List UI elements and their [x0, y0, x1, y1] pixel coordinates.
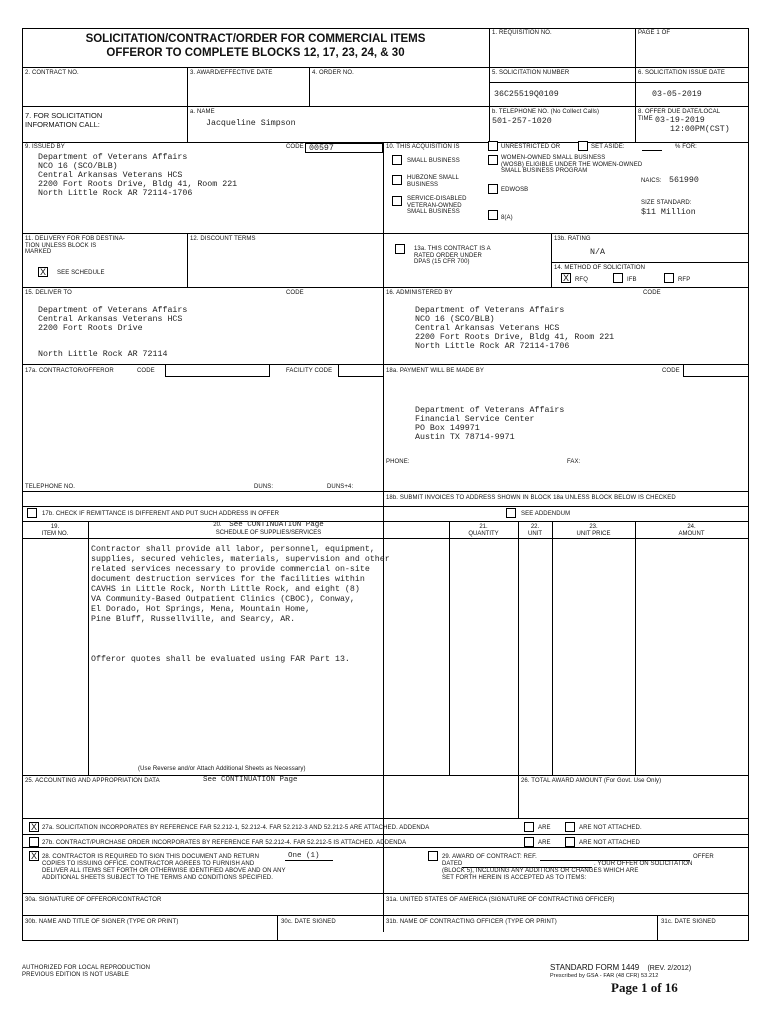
wosb-label-1: WOMEN-OWNED SMALL BUSINESS — [501, 155, 606, 161]
col-unit-price-label: UNIT PRICE — [576, 530, 611, 537]
sdvosb-label — [407, 196, 467, 216]
col-amount — [635, 524, 748, 537]
clause-28-checkbox[interactable] — [29, 851, 39, 861]
ifb-checkbox[interactable] — [613, 273, 623, 283]
col-amount-num: 24. — [687, 524, 696, 530]
facility-code-label: FACILITY CODE — [286, 368, 333, 374]
form-title-line1: SOLICITATION/CONTRACT/ORDER FOR COMMERCIAL ITEMS — [85, 33, 426, 45]
clause-27a-check-mark: X — [30, 822, 37, 832]
clause-27a-are-not-checkbox[interactable] — [565, 822, 575, 832]
clause-28-line-2: COPIES TO ISSUING OFFICE. CONTRACTOR AGREES TO FURNISH AND — [42, 861, 255, 867]
rated-order-label-3: DPAS (15 CFR 700) — [414, 259, 470, 266]
footer-prescribed: Prescribed by GSA - FAR (48 CFR) 53.212 — [550, 973, 659, 979]
footer-form-name: STANDARD FORM 1449 — [550, 963, 640, 972]
clause-27b-are-checkbox[interactable] — [524, 837, 534, 847]
award-date-label: 3. AWARD/EFFECTIVE DATE — [190, 70, 273, 76]
rated-order-checkbox[interactable] — [395, 244, 405, 254]
percent-for-label: % FOR: — [675, 144, 697, 150]
offer-due-time[interactable]: 12:00PM(CST) — [670, 125, 730, 134]
payment-label: 18a. PAYMENT WILL BE MADE BY — [386, 368, 484, 374]
col-schedule-num: 20. — [213, 522, 222, 528]
hubzone-label-1: HUBZONE SMALL — [407, 175, 459, 181]
administered-by-label: 16. ADMINISTERED BY — [386, 290, 453, 296]
issued-by-label: 9. ISSUED BY — [25, 144, 65, 150]
rfp-checkbox[interactable] — [664, 273, 674, 283]
naics-label: NAICS: — [641, 178, 662, 184]
submit-invoices-label: 18b. SUBMIT INVOICES TO ADDRESS SHOWN IN BLOCK 18a UNLESS BLOCK BELOW IS CHECKED — [386, 495, 676, 501]
payment-line-2: Financial Service Center — [415, 415, 535, 424]
clause-27a-are-label: ARE — [538, 825, 551, 831]
clause-28-check-mark: X — [30, 851, 37, 861]
col-unit-price — [552, 524, 635, 537]
col-schedule-continuation: See CONTINUATION Page — [229, 521, 324, 529]
contact-name-label: a. NAME — [190, 109, 215, 115]
see-schedule-check-mark: X — [39, 267, 46, 277]
clause-27a-checkbox[interactable] — [29, 822, 39, 832]
col-quantity-num: 21. — [479, 524, 488, 530]
col-quantity-label: QUANTITY — [468, 530, 499, 537]
issued-by-line-2: NCO 16 (SCO/BLB) — [38, 162, 118, 171]
issued-by-line-5: North Little Rock AR 72114-1706 — [38, 189, 193, 198]
clause-27b-are-not-label: ARE NOT ATTACHED — [579, 840, 640, 846]
offer-due-label-1: 8. OFFER DUE DATE/LOCAL — [638, 109, 721, 115]
co-signature-label: 31a. UNITED STATES OF AMERICA (SIGNATURE OF CONTRACTING OFFICER) — [386, 897, 615, 903]
footer-standard-form — [550, 963, 691, 972]
contract-no-label: 2. CONTRACT NO. — [25, 70, 79, 76]
schedule-evaluation-note: Offeror quotes shall be evaluated using FAR Part 13. — [91, 655, 350, 664]
accounting-label: 25. ACCOUNTING AND APPROPRIATION DATA — [25, 778, 160, 784]
edwosb-label: EDWOSB — [501, 187, 529, 193]
wosb-label-3: SMALL BUSINESS PROGRAM — [501, 168, 588, 175]
sdvosb-label-2: VETERAN-OWNED — [407, 202, 462, 209]
total-award-label: 26. TOTAL AWARD AMOUNT (For Govt. Use Only) — [521, 778, 662, 784]
administered-by-line-2: NCO 16 (SCO/BLB) — [415, 315, 495, 324]
col-amount-label: AMOUNT — [678, 530, 705, 537]
see-addendum-checkbox[interactable] — [506, 508, 516, 518]
footer-previous-edition: PREVIOUS EDITION IS NOT USABLE — [22, 972, 129, 978]
clause-28-line-1: 28. CONTRACTOR IS REQUIRED TO SIGN THIS DOCUMENT AND RETURN — [42, 854, 260, 860]
method-label: 14. METHOD OF SOLICITATION — [554, 265, 646, 271]
col-quantity — [449, 524, 518, 537]
deliver-to-line-3: 2200 Fort Roots Drive — [38, 324, 143, 333]
rated-order-label — [414, 246, 491, 266]
set-aside-checkbox[interactable] — [578, 141, 588, 151]
accounting-value: See CONTINUATION Page — [203, 776, 298, 784]
delivery-fob-label-1: 11. DELIVERY FOR FOB DESTINA- — [25, 236, 125, 242]
remittance-checkbox[interactable] — [27, 508, 37, 518]
payment-line-3: PO Box 149971 — [415, 424, 480, 433]
delivery-fob-label — [25, 236, 125, 256]
wosb-label-2: (WOSB) ELIGIBLE UNDER THE WOMEN-OWNED — [501, 161, 643, 168]
edwosb-checkbox[interactable] — [488, 184, 498, 194]
small-business-label: SMALL BUSINESS — [407, 158, 460, 164]
deliver-to-code-label: CODE — [286, 290, 304, 296]
clause-28-copies[interactable]: One (1) — [288, 852, 320, 860]
clause-28-line-3: DELIVER ALL ITEMS SET FORTH OR OTHERWISE IDENTIFIED ABOVE AND ON ANY — [42, 868, 286, 874]
schedule-line-3: related services necessary to provide commercial on-site — [91, 565, 370, 574]
issued-by-code-box[interactable] — [305, 143, 383, 153]
footer-authorized: AUTHORIZED FOR LOCAL REPRODUCTION — [22, 965, 151, 971]
col-schedule-label: SCHEDULE OF SUPPLIES/SERVICES — [215, 530, 322, 536]
eight-a-label: 8(A) — [501, 215, 513, 221]
schedule-line-4: document destruction services for the facilities within — [91, 575, 365, 584]
duns-label: DUNS: — [254, 484, 274, 490]
delivery-fob-label-3: MARKED — [25, 249, 52, 256]
discount-terms-label: 12. DISCOUNT TERMS — [190, 236, 256, 242]
issued-by-line-4: 2200 Fort Roots Drive, Bldg 41, Room 221 — [38, 180, 238, 189]
set-aside-label: SET ASIDE: — [591, 144, 625, 150]
solicitation-info-label-2: INFORMATION CALL: — [25, 120, 100, 129]
rated-order-label-1: 13a. THIS CONTRACT IS A — [414, 246, 491, 252]
payment-line-4: Austin TX 78714-9971 — [415, 433, 515, 442]
clause-29-your-offer: . YOUR OFFER ON SOLICITATION — [594, 861, 693, 867]
schedule-line-5: CAVHS in Little Rock, North Little Rock, and eight (8) — [91, 585, 360, 594]
clause-27b-checkbox[interactable] — [29, 837, 39, 847]
sdvosb-label-3: SMALL BUSINESS — [407, 209, 460, 216]
administered-by-line-5: North Little Rock AR 72114-1706 — [415, 342, 570, 351]
rfq-check-mark: X — [562, 273, 569, 283]
form-title-line2: OFFEROR TO COMPLETE BLOCKS 12, 17, 23, 24, & 30 — [106, 47, 405, 59]
payment-phone-label: PHONE: — [386, 459, 410, 465]
wosb-label — [501, 155, 642, 175]
duns4-label: DUNS+4: — [327, 484, 354, 490]
payment-code-box[interactable] — [683, 364, 749, 377]
unrestricted-checkbox[interactable] — [488, 141, 498, 151]
telephone-label: b. TELEPHONE NO. (No Collect Calls) — [492, 109, 600, 115]
contractor-code-box[interactable] — [165, 364, 270, 377]
contractor-phone-label: TELEPHONE NO. — [25, 484, 75, 490]
administered-by-line-1: Department of Veterans Affairs — [415, 306, 565, 315]
see-schedule-label: SEE SCHEDULE — [57, 270, 105, 276]
schedule-line-2: supplies, secured vehicles, materials, supervision and other — [91, 555, 390, 564]
clause-29-line-3: (BLOCK 5), INCLUDING ANY ADDITIONS OR CHANGES WHICH ARE — [442, 868, 639, 874]
schedule-line-6: VA Community-Based Outpatient Clinics (CBOC), Conway, — [91, 595, 355, 604]
administered-by-line-4: 2200 Fort Roots Drive, Bldg 41, Room 221 — [415, 333, 615, 342]
sdvosb-label-1: SERVICE-DISABLED — [407, 196, 467, 202]
col-unit-price-num: 23. — [589, 524, 598, 530]
clause-27b-are-not-checkbox[interactable] — [565, 837, 575, 847]
see-addendum-label: SEE ADDENDUM — [521, 511, 571, 517]
col-unit-label: UNIT — [528, 530, 542, 537]
col-item-no — [22, 524, 88, 537]
page-number: Page 1 of 16 — [611, 980, 678, 995]
rfq-label: RFQ — [575, 277, 588, 283]
issued-by-line-3: Central Arkansas Veterans HCS — [38, 171, 183, 180]
deliver-to-line-2: Central Arkansas Veterans HCS — [38, 315, 183, 324]
payment-code-label: CODE — [662, 368, 680, 374]
col-schedule-top — [88, 521, 449, 530]
administered-by-code-label: CODE — [643, 290, 661, 296]
see-schedule-checkbox[interactable] — [38, 267, 48, 277]
clause-29-checkbox[interactable] — [428, 851, 438, 861]
clause-28-line-4: ADDITIONAL SHEETS SUBJECT TO THE TERMS AND CONDITIONS SPECIFIED. — [42, 875, 273, 881]
issue-date-label: 6. SOLICITATION ISSUE DATE — [638, 70, 725, 76]
issued-by-code-value: 00597 — [309, 144, 334, 153]
clause-27a-are-not-label: ARE NOT ATTACHED. — [579, 825, 642, 831]
issue-date-value[interactable]: 03-05-2019 — [652, 90, 702, 99]
rated-order-label-2: RATED ORDER UNDER — [414, 252, 482, 259]
deliver-to-line-1: Department of Veterans Affairs — [38, 306, 188, 315]
payment-fax-label: FAX: — [567, 459, 581, 465]
clause-27b-label: 27b. CONTRACT/PURCHASE ORDER INCORPORATES BY REFERENCE FAR 52.212-4. FAR 52.212-5 IS ATTACHED. ADDENDA — [42, 840, 407, 846]
solicitation-info-label-1: 7. FOR SOLICITATION — [25, 111, 103, 120]
col-unit — [518, 524, 552, 537]
clause-29-line-4: SET FORTH HEREIN IS ACCEPTED AS TO ITEMS: — [442, 875, 587, 881]
contractor-code-label: CODE — [137, 368, 155, 374]
clause-29-offer: OFFER — [693, 854, 714, 860]
facility-code-box[interactable] — [338, 364, 384, 377]
col-unit-num: 22. — [530, 524, 540, 530]
col-schedule — [88, 521, 449, 537]
small-business-checkbox[interactable] — [392, 155, 402, 165]
clause-29-line-1: 29. AWARD OF CONTRACT: REF. — [442, 854, 537, 860]
administered-by-line-3: Central Arkansas Veterans HCS — [415, 324, 560, 333]
rfp-label: RFP — [678, 277, 691, 283]
offeror-signature-label: 30a. SIGNATURE OF OFFEROR/CONTRACTOR — [25, 897, 162, 903]
offer-due-label-2: TIME — [638, 115, 653, 122]
issued-by-line-1: Department of Veterans Affairs — [38, 153, 188, 162]
rating-value[interactable]: N/A — [590, 248, 605, 257]
signer-name-label: 30b. NAME AND TITLE OF SIGNER (TYPE OR PRINT) — [25, 919, 179, 925]
schedule-line-7: El Dorado, Hot Springs, Mena, Mountain Home, — [91, 605, 311, 614]
col-item-no-label: ITEM NO. — [41, 530, 69, 537]
footer-form-rev: (REV. 2/2012) — [647, 965, 692, 972]
schedule-line-1: Contractor shall provide all labor, personnel, equipment, — [91, 545, 375, 554]
rfq-checkbox[interactable] — [561, 273, 571, 283]
acquisition-label: 10. THIS ACQUISITION IS — [386, 144, 460, 150]
deliver-to-line-5: North Little Rock AR 72114 — [38, 350, 168, 359]
co-date-signed-label: 31c. DATE SIGNED — [661, 919, 716, 925]
page-of-label: PAGE 1 OF — [638, 30, 671, 36]
deliver-to-label: 15. DELIVER TO — [25, 290, 72, 296]
contact-name-value[interactable]: Jacqueline Simpson — [206, 119, 296, 128]
ifb-label: IFB — [627, 277, 637, 283]
rating-label: 13b. RATING — [554, 236, 591, 242]
form-title — [22, 32, 489, 60]
offeror-date-signed-label: 30c. DATE SIGNED — [281, 919, 336, 925]
telephone-value[interactable]: 501-257-1020 — [492, 117, 552, 126]
size-standard-label: SIZE STANDARD: — [641, 200, 692, 206]
col-item-no-num: 19. — [50, 524, 60, 530]
unrestricted-label: UNRESTRICTED OR — [501, 144, 561, 150]
delivery-fob-label-2: TION UNLESS BLOCK IS — [25, 242, 97, 249]
payment-line-1: Department of Veterans Affairs — [415, 406, 565, 415]
eight-a-checkbox[interactable] — [488, 210, 498, 220]
naics-value[interactable]: 561990 — [669, 176, 699, 185]
requisition-no-label: 1. REQUISITION NO. — [492, 30, 552, 36]
wosb-checkbox[interactable] — [488, 155, 498, 165]
solicitation-no-value[interactable]: 36C25519Q0109 — [494, 90, 559, 99]
hubzone-label — [407, 175, 459, 188]
hubzone-label-2: BUSINESS — [407, 181, 439, 188]
clause-27a-label: 27a. SOLICITATION INCORPORATES BY REFERENCE FAR 52.212-1, 52.212-4. FAR 52.212-3 AND 52.212-5 ARE ATTACHED. ADDENDA — [42, 825, 430, 831]
clause-27a-are-checkbox[interactable] — [524, 822, 534, 832]
remittance-label: 17b. CHECK IF REMITTANCE IS DIFFERENT AND PUT SUCH ADDRESS IN OFFER — [42, 511, 280, 517]
hubzone-checkbox[interactable] — [392, 175, 402, 185]
order-no-label: 4. ORDER NO. — [312, 70, 354, 76]
solicitation-info-label — [25, 111, 102, 129]
size-standard-value[interactable]: $11 Million — [641, 208, 696, 217]
offer-due-date[interactable]: 03-19-2019 — [655, 116, 705, 125]
clause-29-dated: DATED — [442, 861, 463, 867]
issued-by-code-label: CODE — [286, 144, 304, 150]
clause-27b-are-label: ARE — [538, 840, 551, 846]
sdvosb-checkbox[interactable] — [392, 196, 402, 206]
contractor-label: 17a. CONTRACTOR/OFFEROR — [25, 368, 114, 374]
co-name-label: 31b. NAME OF CONTRACTING OFFICER (TYPE OR PRINT) — [386, 919, 557, 925]
schedule-line-8: Pine Bluff, Russellville, and Searcy, AR. — [91, 615, 296, 624]
schedule-footnote: (Use Reverse and/or Attach Additional Sheets as Necessary) — [138, 766, 306, 772]
solicitation-no-label: 5. SOLICITATION NUMBER — [492, 70, 570, 76]
